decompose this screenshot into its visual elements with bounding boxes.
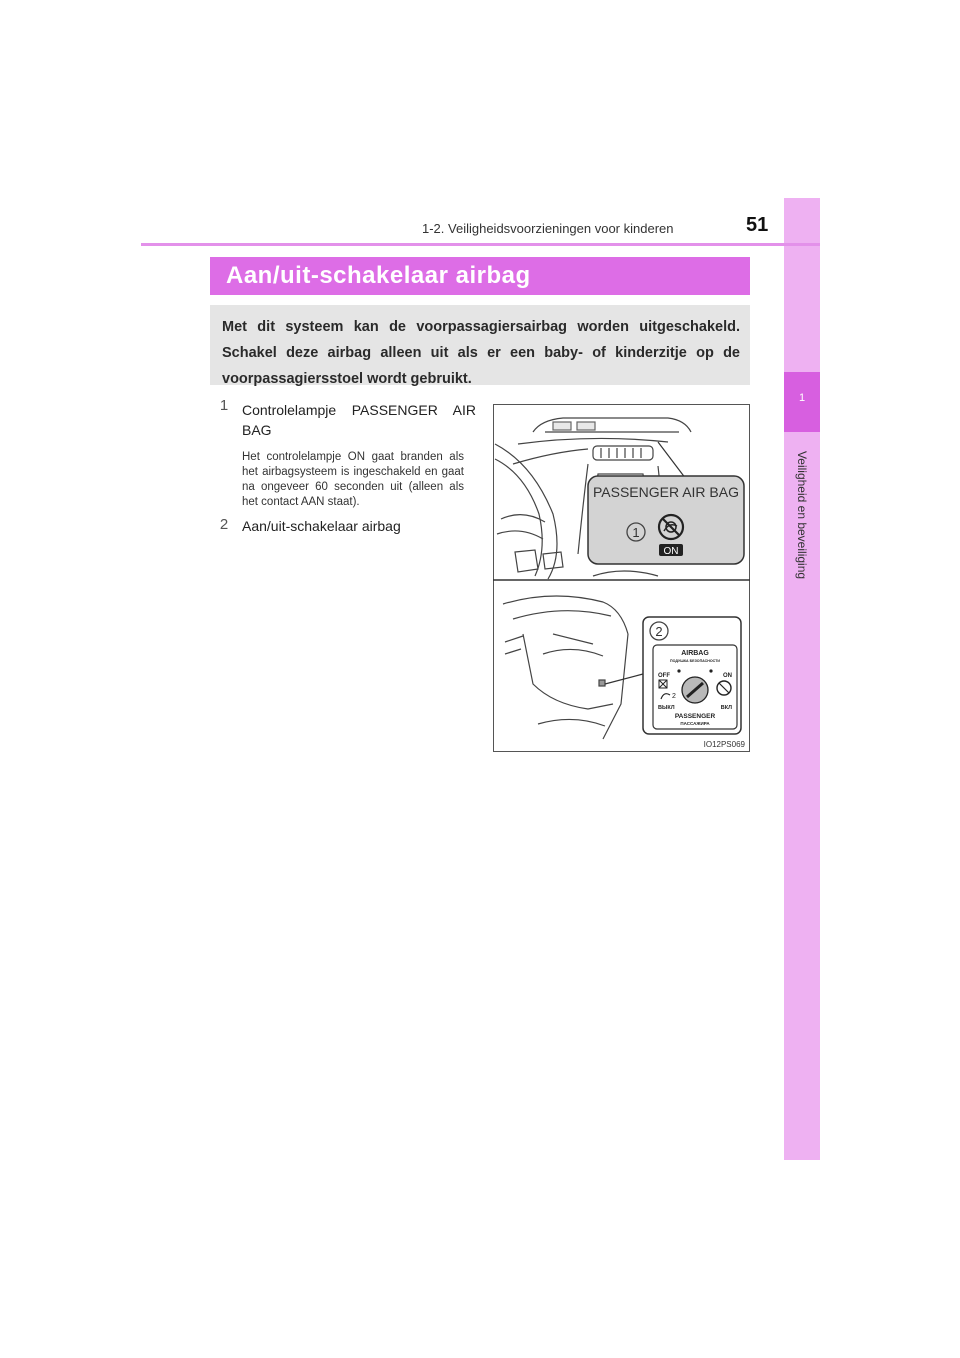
switch-passenger-ru-label: ПАССАЖИРА (680, 721, 710, 726)
switch-on-label: ON (723, 673, 732, 679)
switch-callout (643, 617, 741, 734)
page-number: 51 (746, 214, 769, 236)
item-2-title: Aan/uit-schakelaar airbag (242, 518, 401, 534)
switch-passenger-label: PASSENGER (674, 713, 716, 720)
switch-airbag-label: AIRBAG (681, 650, 709, 657)
switch-on-ru-label: ВКЛ (720, 705, 732, 711)
intro-box: Met dit systeem kan de voorpassagiersairbag worden uitgeschakeld. Schakel deze airbag alleen uit als er een baby- of kinderzitje op de voorpassagiersstoel wordt gebruikt. (210, 305, 750, 385)
chapter-title: Veiligheid en beveiliging (795, 450, 809, 580)
item-1-number: 1 (219, 397, 229, 414)
figure-id: IO12PS069 (703, 740, 745, 749)
item-1-title: Controlelampje PASSENGER AIR BAG (242, 402, 476, 438)
switch-airbag-ru-label: ПОДУШКА БЕЗОПАСНОСТИ (670, 659, 720, 663)
switch-number: 2 (672, 693, 676, 700)
indicator-callout (588, 476, 744, 564)
switch-off-ru-label: ВЫКЛ (658, 705, 675, 711)
chapter-side-tab (784, 198, 820, 1160)
chapter-number: 1 (798, 392, 806, 404)
airbag-switch-illustration (493, 404, 750, 752)
switch-off-label: OFF (658, 673, 670, 679)
callout-2: 2 (655, 624, 663, 639)
section-title-bar (210, 257, 750, 295)
indicator-on: ON (663, 546, 679, 557)
section-header: 1-2. Veiligheidsvoorzieningen voor kinderen (422, 221, 674, 236)
header-rule (141, 243, 820, 246)
item-1-note: Het controlelampje ON gaat branden als het airbagsysteem is ingeschakeld en gaat na ongeveer 60 seconden uit (alleen als het contact AAN staat). (242, 451, 464, 508)
callout-1: 1 (632, 525, 640, 540)
key-slot-icon (682, 677, 708, 703)
indicator-label: PASSENGER AIR BAG (592, 484, 740, 500)
section-title: Aan/uit-schakelaar airbag (226, 262, 531, 289)
item-2-number: 2 (219, 516, 229, 533)
